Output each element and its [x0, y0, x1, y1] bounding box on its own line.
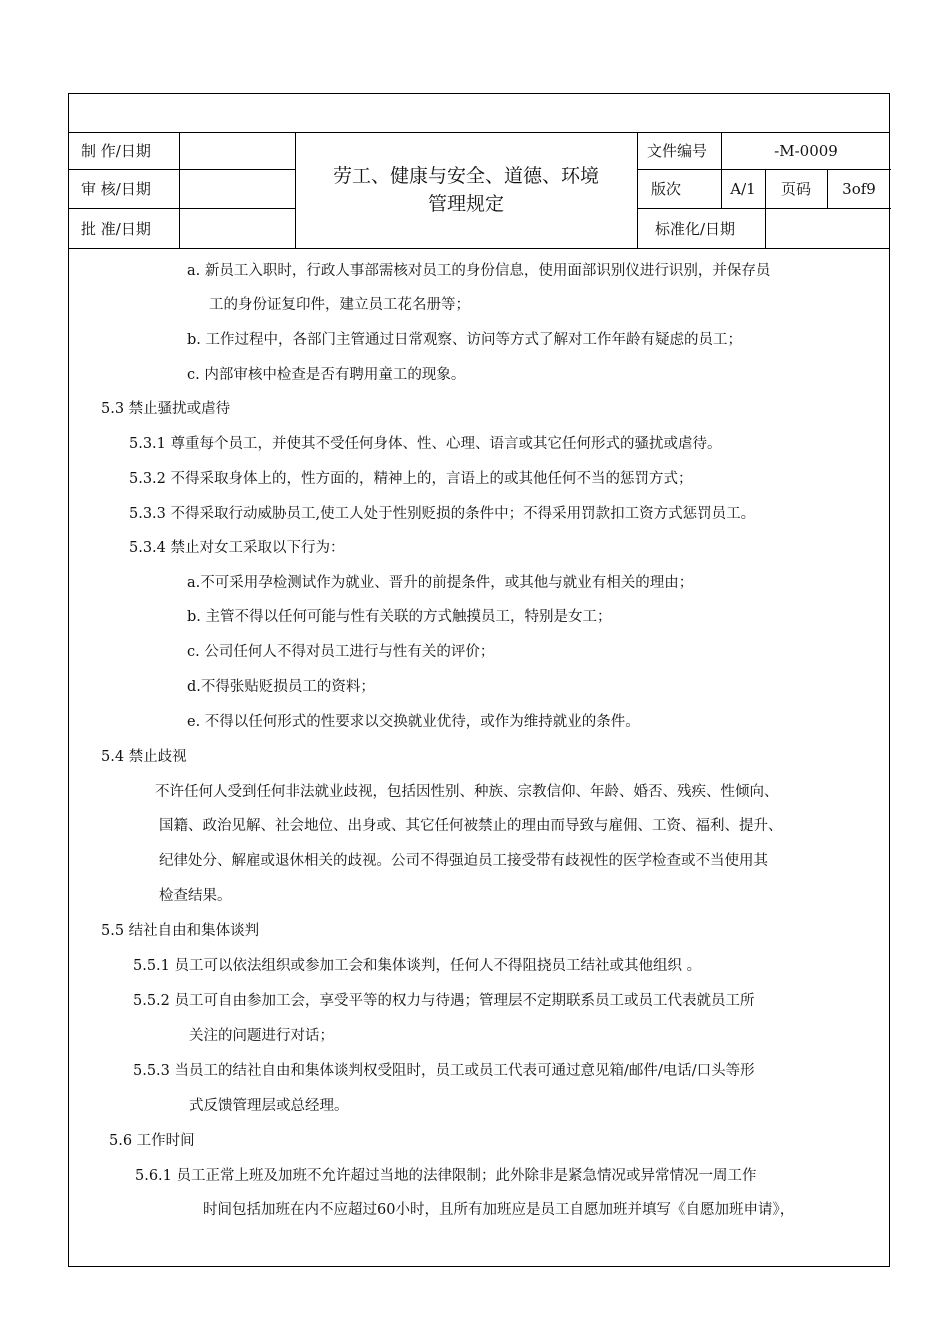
title-line-1: 劳工、健康与安全、道德、环境: [332, 165, 599, 187]
section-5-3-heading: 5.3 禁止骚扰或虐待: [101, 401, 231, 417]
clause-5-5-2-line-2: 关注的问题进行对话；: [189, 1028, 334, 1044]
section-5-4-para-line-3: 纪律处分、解雇或退休相关的歧视。公司不得强迫员工接受带有歧视性的医学检查或不当使用其: [159, 853, 768, 869]
clause-5-6-1-line-1: 5.6.1 员工正常上班及加班不允许超过当地的法律限制；此外除非是紧急情况或异常情况一周工作: [135, 1168, 757, 1184]
clause-5-5-3-line-2: 式反馈管理层或总经理。: [189, 1098, 349, 1114]
clause-5-3-2: 5.3.2 不得采取身体上的，性方面的，精神上的，言语上的或其他任何不当的惩罚方式；: [129, 471, 693, 487]
item-a-line-2: 工的身份证复印件，建立员工花名册等；: [209, 297, 470, 313]
standardization-label: 标准化/日期: [655, 219, 736, 238]
made-date-label: 制 作/日期: [81, 142, 151, 160]
item-b: b. 工作过程中，各部门主管通过日常观察、访问等方式了解对工作年龄有疑虑的员工；: [187, 332, 742, 348]
clause-5-3-4: 5.3.4 禁止对女工采取以下行为：: [129, 540, 345, 556]
version-value: A/1: [730, 179, 756, 198]
clause-5-3-1: 5.3.1 尊重每个员工，并使其不受任何身体、性、心理、语言或其它任何形式的骚扰或虐待。: [129, 436, 722, 452]
approve-date-label: 批 准/日期: [81, 219, 151, 238]
section-5-5-heading: 5.5 结社自由和集体谈判: [101, 923, 260, 939]
version-label: 版次: [651, 180, 682, 198]
clause-5-6-1-line-2: 时间包括加班在内不应超过60小时，且所有加班应是员工自愿加班并填写《自愿加班申请》，: [203, 1202, 795, 1218]
clause-5-5-3-line-1: 5.5.3 当员工的结社自由和集体谈判权受阻时，员工或员工代表可通过意见箱/邮件/电话/口头等形: [133, 1063, 755, 1079]
page-value: 3of9: [842, 179, 876, 198]
doc-no-value: -M-0009: [774, 141, 838, 160]
clause-5-5-1: 5.5.1 员工可以依法组织或参加工会和集体谈判，任何人不得阻挠员工结社或其他组织 。: [133, 958, 702, 974]
item-c: c. 内部审核中检查是否有聘用童工的现象。: [187, 367, 466, 383]
clause-5-3-4-d: d.不得张贴贬损员工的资料；: [187, 679, 375, 695]
section-5-6-heading: 5.6 工作时间: [109, 1133, 195, 1149]
document-header-table: [69, 132, 889, 249]
clause-5-3-4-b: b. 主管不得以任何可能与性有关联的方式触摸员工，特别是女工；: [187, 609, 612, 625]
page-label: 页码: [780, 180, 811, 198]
clause-5-3-4-e: e. 不得以任何形式的性要求以交换就业优待，或作为维持就业的条件。: [187, 714, 640, 730]
clause-5-5-2-line-1: 5.5.2 员工可自由参加工会，享受平等的权力与待遇；管理层不定期联系员工或员工代表就员工所: [133, 993, 755, 1009]
top-band: [69, 94, 889, 133]
document-frame: [68, 93, 890, 1267]
section-5-4-heading: 5.4 禁止歧视: [101, 749, 187, 765]
document-title: [295, 132, 637, 248]
review-date-label: 审 核/日期: [81, 180, 151, 198]
clause-5-3-4-c: c. 公司任何人不得对员工进行与性有关的评价；: [187, 644, 495, 660]
clause-5-3-4-a: a.不可采用孕检测试作为就业、晋升的前提条件，或其他与就业有相关的理由；: [187, 575, 694, 591]
item-a-line-1: a. 新员工入职时，行政人事部需核对员工的身份信息，使用面部识别仪进行识别，并保存员: [187, 263, 771, 279]
clause-5-3-3: 5.3.3 不得采取行动威胁员工,使工人处于性别贬损的条件中；不得采用罚款扣工资方式惩罚员工。: [129, 506, 756, 522]
title-line-2: 管理规定: [427, 193, 504, 215]
doc-no-label: 文件编号: [647, 142, 708, 160]
section-5-4-para-line-1: 不许任何人受到任何非法就业歧视，包括因性别、种族、宗教信仰、年龄、婚否、残疾、性倾向、: [155, 784, 779, 800]
section-5-4-para-line-4: 检查结果。: [159, 888, 232, 904]
section-5-4-para-line-2: 国籍、政治见解、社会地位、出身或、其它任何被禁止的理由而导致与雇佣、工资、福利、提升、: [159, 818, 783, 834]
